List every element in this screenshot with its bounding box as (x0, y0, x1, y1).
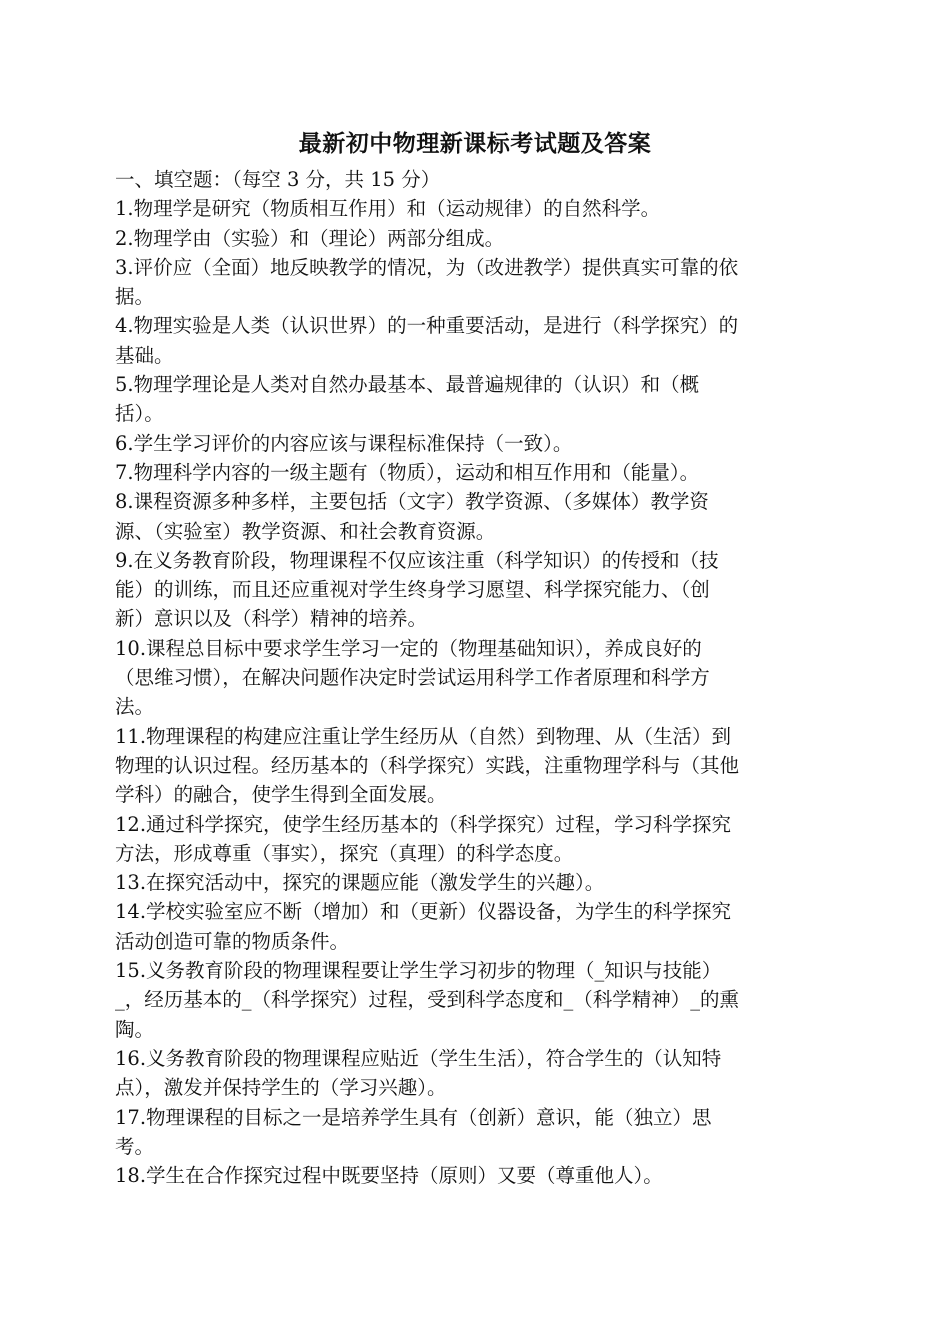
text-line: 学科）的融合，使学生得到全面发展。 (115, 783, 447, 807)
text-line: 1.物理学是研究（物质相互作用）和（运动规律）的自然科学。 (115, 197, 661, 221)
text-line: 6.学生学习评价的内容应该与课程标准保持（一致）。 (115, 431, 573, 455)
document-title: 最新初中物理新课标考试题及答案 (298, 130, 652, 157)
text-line: 陶。 (115, 1017, 155, 1041)
document-body (115, 165, 835, 1190)
section-heading: 一、填空题：（每空 3 分，共 15 分） (115, 168, 441, 191)
text-line: 14.学校实验室应不断（增加）和（更新）仪器设备，为学生的科学探究 (115, 900, 732, 924)
text-line: 15.义务教育阶段的物理课程要让学生学习初步的物理（_知识与技能） (115, 959, 722, 983)
text-line: 新）意识以及（科学）精神的培养。 (115, 607, 428, 631)
text-line: （思维习惯），在解决问题作决定时尝试运用科学工作者原理和科学方 (115, 666, 710, 690)
text-line: 基础。 (115, 343, 174, 367)
text-line: 9.在义务教育阶段，物理课程不仅应该注重（科学知识）的传授和（技 (115, 548, 719, 572)
text-line: 方法，形成尊重（事实），探究（真理）的科学态度。 (115, 841, 574, 865)
text-line: 18.学生在合作探究过程中既要坚持（原则）又要（尊重他人）。 (115, 1164, 663, 1188)
text-line: 5.物理学理论是人类对自然办最基本、最普遍规律的（认识）和（概 (115, 373, 700, 397)
text-line: 2.物理学由（实验）和（理论）两部分组成。 (115, 226, 505, 250)
text-line: 源、（实验室）教学资源、和社会教育资源。 (115, 519, 496, 543)
text-line: 活动创造可靠的物质条件。 (115, 929, 350, 953)
text-line: 物理的认识过程。经历基本的（科学探究）实践，注重物理学科与（其他 (115, 753, 740, 777)
text-line: 能）的训练，而且还应重视对学生终身学习愿望、科学探究能力、（创 (115, 578, 710, 602)
text-line: 括）。 (115, 402, 164, 426)
text-line: 点），激发并保持学生的（学习兴趣）。 (115, 1076, 447, 1100)
text-line: 17.物理课程的目标之一是培养学生具有（创新）意识，能（独立）思 (115, 1105, 712, 1129)
text-line: 考。 (115, 1134, 155, 1158)
text-line: 法。 (115, 695, 155, 719)
text-line: 4.物理实验是人类（认识世界）的一种重要活动，是进行（科学探究）的 (115, 314, 739, 338)
text-line: 11.物理课程的构建应注重让学生经历从（自然）到物理、从（生活）到 (115, 724, 732, 748)
text-line: 10.课程总目标中要求学生学习一定的（物理基础知识），养成良好的 (115, 636, 702, 660)
text-line: _，经历基本的_（科学探究）过程，受到科学态度和_（科学精神）_的熏 (115, 988, 740, 1012)
text-line: 12.通过科学探究，使学生经历基本的（科学探究）过程，学习科学探究 (115, 812, 732, 836)
text-line: 7.物理科学内容的一级主题有（物质），运动和相互作用和（能量）。 (115, 460, 700, 484)
text-line: 据。 (115, 285, 155, 309)
text-line: 13.在探究活动中，探究的课题应能（激发学生的兴趣）。 (115, 871, 605, 895)
text-line: 8.课程资源多种多样，主要包括（文字）教学资源、（多媒体）教学资 (115, 490, 709, 514)
text-line: 3.评价应（全面）地反映教学的情况，为（改进教学）提供真实可靠的依 (115, 255, 739, 279)
text-line: 16.义务教育阶段的物理课程应贴近（学生生活），符合学生的（认知特 (115, 1046, 722, 1070)
